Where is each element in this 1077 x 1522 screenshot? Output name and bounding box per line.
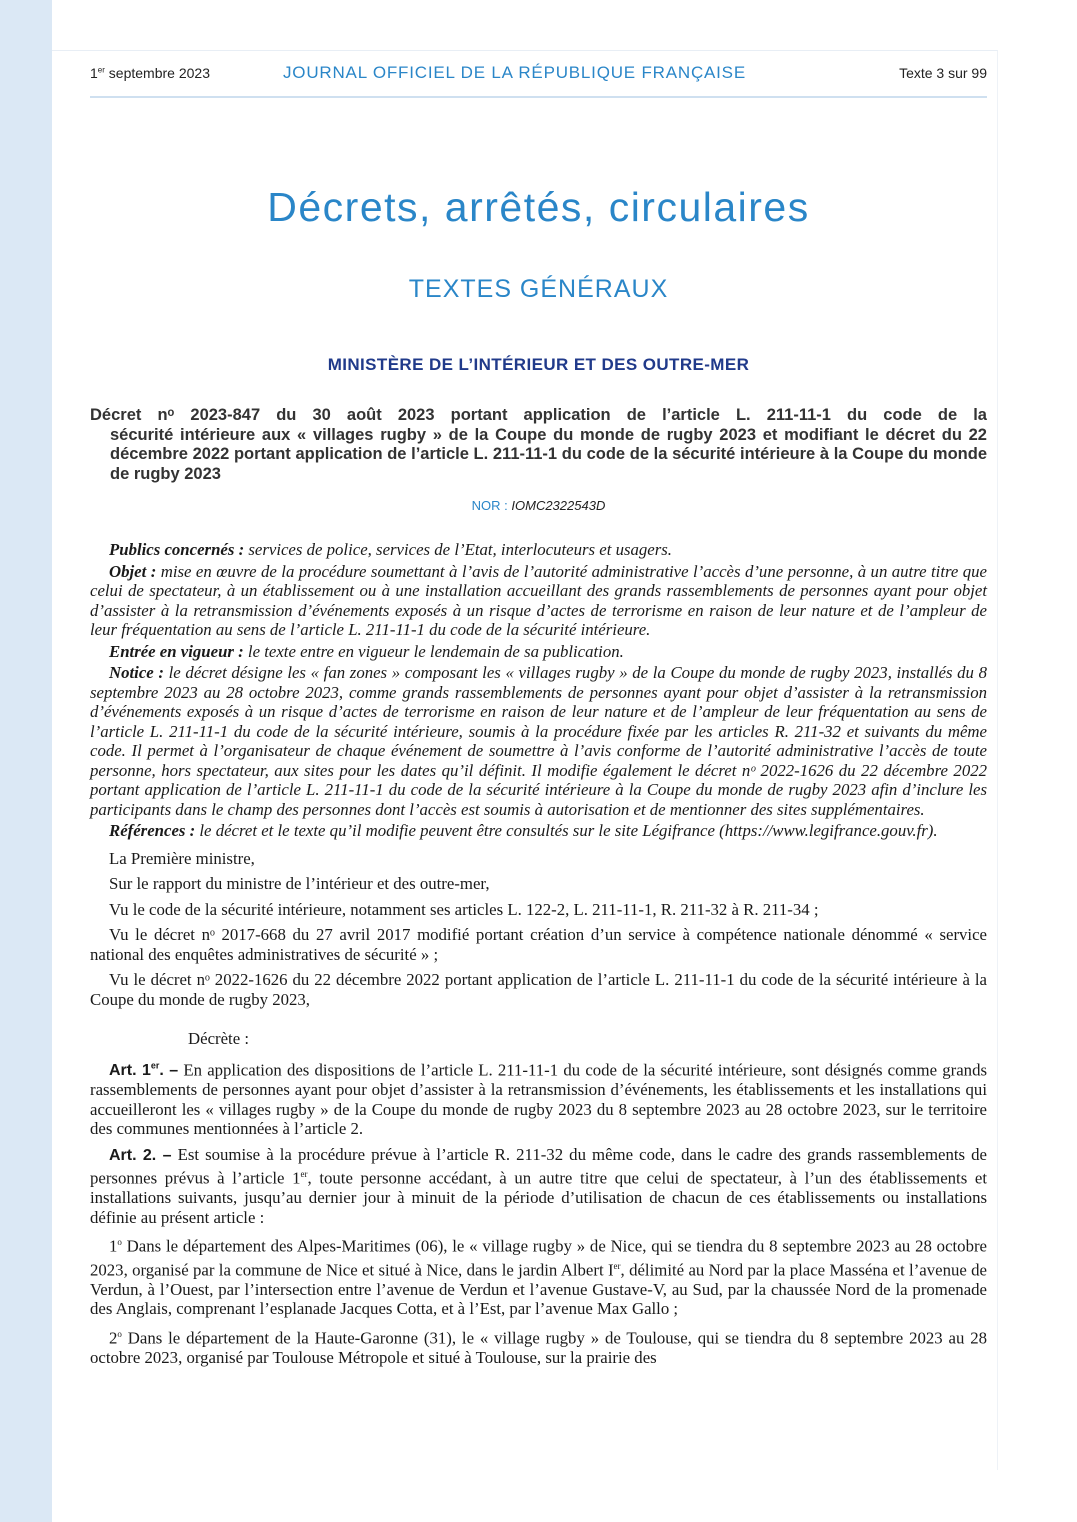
item-1-text-sup: er — [613, 1260, 621, 1271]
article-2-sup: er — [300, 1169, 308, 1180]
nor-label: NOR : — [471, 498, 512, 513]
article-1-label-sup: er — [150, 1060, 160, 1071]
article-1-label-text: Art. 1 — [109, 1061, 151, 1079]
preamble-vu-2: Vu le décret nᵒ 2017-668 du 27 avril 2017 modifié portant création d’un service à compétence nationale dénommé « service national des enquêtes administratives de sécurité » ; — [90, 925, 987, 964]
decree-title — [90, 406, 987, 484]
decree-body — [90, 540, 987, 1373]
header-date-sup: er — [97, 65, 105, 75]
section-subtitle: TEXTES GÉNÉRAUX — [408, 275, 669, 303]
summary-objet-text: mise en œuvre de la procédure soumettant à l’avis de l’autorité administrative l’accès d’une personne, à un autre titre que celui de spectateur, à un établissement ou à une installation accueillant des grands rassemblements de personnes ayant pour objet d’assister à la retransmission d’événements exposés à un risque d’actes de terrorisme en raison de leur nature et de l’ampleur de leur fréquentation au sens de l’article L. 211-11-1 du code de la sécurité intérieure. — [90, 561, 987, 639]
article-1-label-dash: . – — [159, 1061, 179, 1079]
nor-reference — [0, 498, 1077, 513]
decree-title-line1: Décret nᵒ 2023-847 du 30 août 2023 portant application de l’article L. 211-11-1 du code de la — [90, 406, 987, 424]
header-date — [90, 65, 210, 81]
summary-references — [90, 821, 987, 841]
header-divider — [90, 96, 987, 98]
header-date-rest: septembre 2023 — [104, 65, 210, 81]
summary-objet — [90, 562, 987, 640]
item-1-text-b: , délimité au Nord par la place Masséna et l’avenue de Verdun, à l’Ouest, par l’intersection entre l’avenue de Verdun et l’avenue Gustave-V, au Sud, par la chaussée Nord de la promenade des Anglais, comprenant l’esplanade Jacques Cotta, et à l’Est, par l’avenue Max Gallo ; — [90, 1260, 987, 1319]
summary-publics-label: Publics concernés : — [109, 540, 245, 559]
summary-entree-text: le texte entre en vigueur le lendemain de sa publication. — [243, 641, 624, 661]
preamble-vu-1: Vu le code de la sécurité intérieure, notamment ses articles L. 122-2, L. 211-11-1, R. 211-32 à R. 211-34 ; — [109, 899, 819, 919]
journal-name: JOURNAL OFFICIEL DE LA RÉPUBLIQUE FRANÇAISE — [283, 63, 746, 82]
item-2-number: 2 — [109, 1328, 118, 1348]
article-2-text-a: Est soumise à la procédure prévue à l’article R. 211-32 du même code, dans le cadre des grands rassemblements de personnes prévus à l’article 1 — [90, 1144, 987, 1188]
article-1-label — [109, 1062, 178, 1079]
item-2-number-sup: o — [117, 1328, 122, 1339]
running-header — [90, 63, 987, 85]
summary-notice — [90, 663, 987, 819]
nor-value: IOMC2322543D — [511, 498, 606, 513]
preamble-vu-3: Vu le décret nᵒ 2022-1626 du 22 décembre 2022 portant application de l’article L. 211-11-1 du code de la sécurité intérieure à la Coupe du monde de rugby 2023, — [90, 970, 987, 1009]
item-1-number-sup: o — [117, 1237, 122, 1248]
item-2-text: Dans le département de la Haute-Garonne (31), le « village rugby » de Toulouse, qui se tiendra du 8 septembre 2023 au 28 octobre 2023, organisé par Toulouse Métropole et situé à Toulouse, sur la prairie des — [90, 1328, 987, 1367]
item-1-number: 1 — [109, 1237, 118, 1257]
section-title: Décrets, arrêtés, circulaires — [267, 184, 810, 230]
summary-notice-text: le décret désigne les « fan zones » composant les « villages rugby » de la Coupe du monde de rugby 2023, installés du 8 septembre 2023 au 28 octobre 2023, comme grands rassemblements de personnes ayant pour objet d’assister à la retransmission d’événements exposés à un risque d’actes de terrorisme en raison de leur nature et de l’ampleur de leur fréquentation au sens de l’article L. 211-11-1 du code de la sécurité intérieure, soumis à la procédure fixée par les articles R. 211-32 et suivants du même code. Il permet à l’organisateur de chaque événement de soumettre à l’avis conforme de l’autorité administrative l’accès de toute personne, hors spectateur, aux sites pour les dates qu’il définit. Il modifie également le décret nᵒ 2022-1626 du 22 décembre 2022 portant application de l’article L. 211-11-1 du code de la sécurité intérieure à la Coupe du monde de rugby 2023 afin d’inclure les participants dans le champ des personnes dont l’accès est soumis à autorisation et de mentionner des sites supplémentaires. — [90, 663, 987, 819]
decrete-formula: Décrète : — [188, 1029, 250, 1048]
preamble-rapport: Sur le rapport du ministre de l’intérieur et des outre-mer, — [109, 874, 490, 893]
summary-entree-label: Entrée en vigueur : — [109, 641, 244, 661]
item-1-text-a: Dans le département des Alpes-Maritimes (06), le « village rugby » de Nice, qui se tiendra du 8 septembre 2023 au 28 octobre 2023, organisé par la commune de Nice et situé à Nice, dans le jardin Albert I — [90, 1237, 987, 1280]
summary-references-text: le décret et le texte qu’il modifie peuvent être consultés sur le site Légifrance (https://www.legifrance.gouv.fr). — [195, 821, 938, 840]
summary-publics-text: services de police, services de l’Etat, interlocuteurs et usagers. — [244, 540, 672, 559]
summary-entree — [90, 642, 987, 662]
summary-references-label: Références : — [109, 821, 196, 840]
article-2-item-1 — [90, 1233, 987, 1318]
decree-summary — [90, 540, 987, 841]
ministry-heading: MINISTÈRE DE L’INTÉRIEUR ET DES OUTRE-MER — [327, 355, 750, 374]
article-2-item-2 — [90, 1325, 987, 1368]
article-2 — [90, 1145, 987, 1228]
summary-objet-label: Objet : — [109, 561, 157, 581]
article-1-text: En application des dispositions de l’article L. 211-11-1 du code de la sécurité intérieure, sont désignés comme grands rassemblements de personnes ayant pour objet d’assister à la retransmission d’événements, les établissements et les installations qui accueilleront les « villages rugby » de la Coupe du monde de rugby 2023 du 8 septembre 2023 au 28 octobre 2023, sur le territoire des communes mentionnées à l’article 2. — [90, 1059, 987, 1139]
summary-publics — [90, 540, 987, 560]
page-counter: Texte 3 sur 99 — [899, 65, 987, 81]
article-2-text-b: , toute personne accédant, à un autre titre que celui de spectateur, à l’un des établissements et installations suivants, jusqu’au dernier jour à minuit de la période d’utilisation de chacun de ces établissements ou installations définie au présent article : — [90, 1168, 987, 1227]
decree-title-rest: sécurité intérieure aux « villages rugby » de la Coupe du monde de rugby 2023 et modifiant le décret du 22 décembre 2022 portant application de l’article L. 211-11-1 du code de la sécurité intérieure à la Coupe du monde de rugby 2023 — [110, 425, 987, 483]
summary-notice-label: Notice : — [109, 663, 164, 682]
article-2-label: Art. 2. – — [109, 1146, 172, 1164]
preamble-minister: La Première ministre, — [109, 848, 255, 868]
article-1 — [90, 1057, 987, 1139]
preamble — [90, 849, 987, 1049]
header-date-day: 1 — [90, 65, 98, 81]
